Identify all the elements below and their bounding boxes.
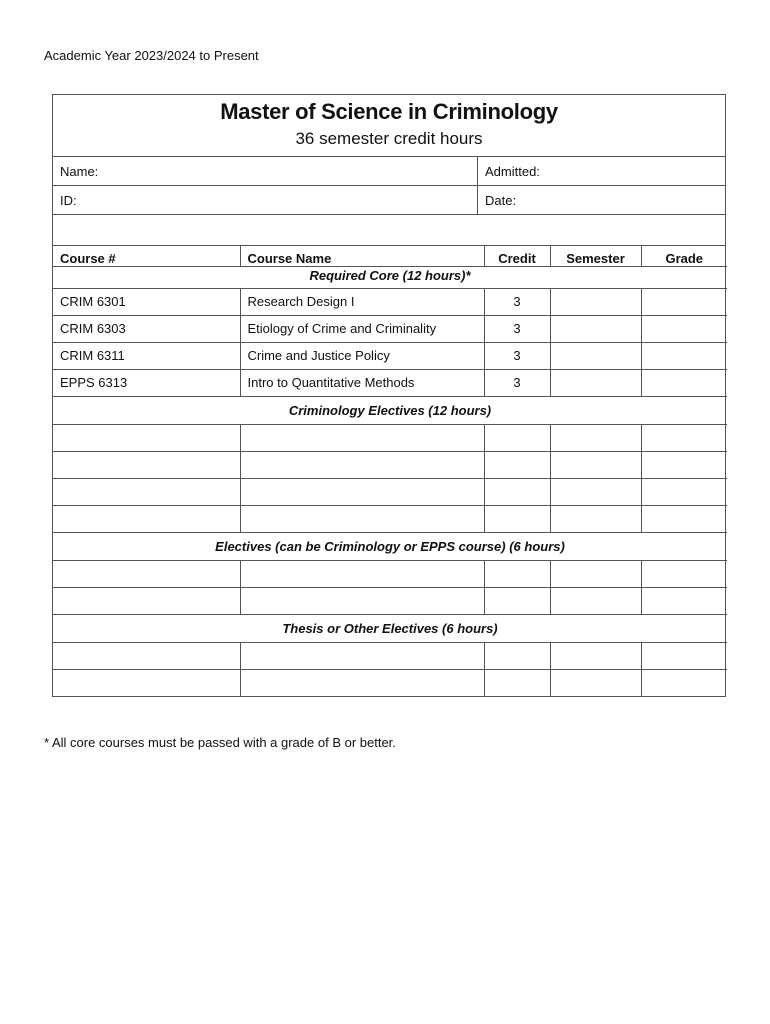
footnote: * All core courses must be passed with a grade of B or better. <box>44 735 396 750</box>
table-row <box>53 587 727 614</box>
semester-cell[interactable] <box>550 369 641 396</box>
admitted-field[interactable]: Admitted: <box>485 164 540 179</box>
column-header-course-name: Course Name <box>240 246 484 266</box>
credit-cell[interactable] <box>484 451 550 478</box>
course-number-cell: EPPS 6313 <box>53 369 240 396</box>
grade-cell[interactable] <box>641 369 727 396</box>
table-row <box>53 288 727 315</box>
course-name-cell: Research Design I <box>240 288 484 315</box>
credit-cell[interactable] <box>484 587 550 614</box>
semester-cell[interactable] <box>550 642 641 669</box>
grade-cell[interactable] <box>641 424 727 451</box>
credit-cell[interactable] <box>484 560 550 587</box>
course-number-cell[interactable] <box>53 505 240 532</box>
course-number-cell[interactable] <box>53 560 240 587</box>
semester-cell[interactable] <box>550 288 641 315</box>
semester-cell[interactable] <box>550 478 641 505</box>
course-number-cell[interactable] <box>53 478 240 505</box>
table-row <box>53 505 727 532</box>
semester-cell[interactable] <box>550 587 641 614</box>
credit-cell: 3 <box>484 315 550 342</box>
form-subtitle: 36 semester credit hours <box>295 129 483 148</box>
course-name-cell[interactable] <box>240 478 484 505</box>
course-table <box>53 246 727 696</box>
section-row <box>53 532 727 560</box>
course-name-cell: Etiology of Crime and Criminality <box>240 315 484 342</box>
table-row <box>53 560 727 587</box>
table-row <box>53 451 727 478</box>
section-title: Thesis or Other Electives (6 hours) <box>53 614 727 642</box>
course-name-cell[interactable] <box>240 587 484 614</box>
column-header-course-number: Course # <box>53 246 240 266</box>
course-number-cell[interactable] <box>53 424 240 451</box>
credit-cell[interactable] <box>484 669 550 696</box>
spacer-row <box>53 215 725 246</box>
course-number-cell[interactable] <box>53 587 240 614</box>
table-row <box>53 342 727 369</box>
course-number-cell: CRIM 6311 <box>53 342 240 369</box>
degree-plan-form <box>52 94 726 697</box>
section-title: Required Core (12 hours)* <box>53 266 727 288</box>
grade-cell[interactable] <box>641 478 727 505</box>
info-row-id <box>53 186 725 215</box>
table-row <box>53 642 727 669</box>
credit-cell[interactable] <box>484 478 550 505</box>
grade-cell[interactable] <box>641 669 727 696</box>
section-row <box>53 614 727 642</box>
semester-cell[interactable] <box>550 505 641 532</box>
semester-cell[interactable] <box>550 315 641 342</box>
section-title: Electives (can be Criminology or EPPS course) (6 hours) <box>53 532 727 560</box>
section-row <box>53 266 727 288</box>
semester-cell[interactable] <box>550 451 641 478</box>
course-name-cell[interactable] <box>240 451 484 478</box>
semester-cell[interactable] <box>550 342 641 369</box>
grade-cell[interactable] <box>641 560 727 587</box>
course-name-cell[interactable] <box>240 505 484 532</box>
table-header-row <box>53 246 727 266</box>
grade-cell[interactable] <box>641 505 727 532</box>
name-field[interactable]: Name: <box>53 157 478 185</box>
credit-cell[interactable] <box>484 505 550 532</box>
semester-cell[interactable] <box>550 669 641 696</box>
column-header-credit: Credit <box>484 246 550 266</box>
form-title: Master of Science in Criminology <box>220 99 558 124</box>
table-row <box>53 669 727 696</box>
course-name-cell[interactable] <box>240 669 484 696</box>
section-title: Criminology Electives (12 hours) <box>53 396 727 424</box>
course-name-cell[interactable] <box>240 560 484 587</box>
table-row <box>53 369 727 396</box>
credit-cell[interactable] <box>484 642 550 669</box>
grade-cell[interactable] <box>641 342 727 369</box>
course-number-cell[interactable] <box>53 642 240 669</box>
semester-cell[interactable] <box>550 560 641 587</box>
section-row <box>53 396 727 424</box>
credit-cell: 3 <box>484 288 550 315</box>
grade-cell[interactable] <box>641 587 727 614</box>
id-field[interactable]: ID: <box>53 186 478 214</box>
form-header <box>53 95 725 157</box>
course-number-cell: CRIM 6303 <box>53 315 240 342</box>
academic-year: Academic Year 2023/2024 to Present <box>44 48 259 63</box>
info-row-name <box>53 157 725 186</box>
course-number-cell[interactable] <box>53 451 240 478</box>
column-header-grade: Grade <box>641 246 727 266</box>
credit-cell: 3 <box>484 342 550 369</box>
grade-cell[interactable] <box>641 642 727 669</box>
table-row <box>53 424 727 451</box>
course-name-cell: Crime and Justice Policy <box>240 342 484 369</box>
course-name-cell: Intro to Quantitative Methods <box>240 369 484 396</box>
grade-cell[interactable] <box>641 315 727 342</box>
grade-cell[interactable] <box>641 288 727 315</box>
course-number-cell[interactable] <box>53 669 240 696</box>
course-name-cell[interactable] <box>240 424 484 451</box>
course-name-cell[interactable] <box>240 642 484 669</box>
grade-cell[interactable] <box>641 451 727 478</box>
course-number-cell: CRIM 6301 <box>53 288 240 315</box>
credit-cell[interactable] <box>484 424 550 451</box>
date-field[interactable]: Date: <box>485 193 517 208</box>
table-row <box>53 478 727 505</box>
credit-cell: 3 <box>484 369 550 396</box>
table-row <box>53 315 727 342</box>
semester-cell[interactable] <box>550 424 641 451</box>
column-header-semester: Semester <box>550 246 641 266</box>
